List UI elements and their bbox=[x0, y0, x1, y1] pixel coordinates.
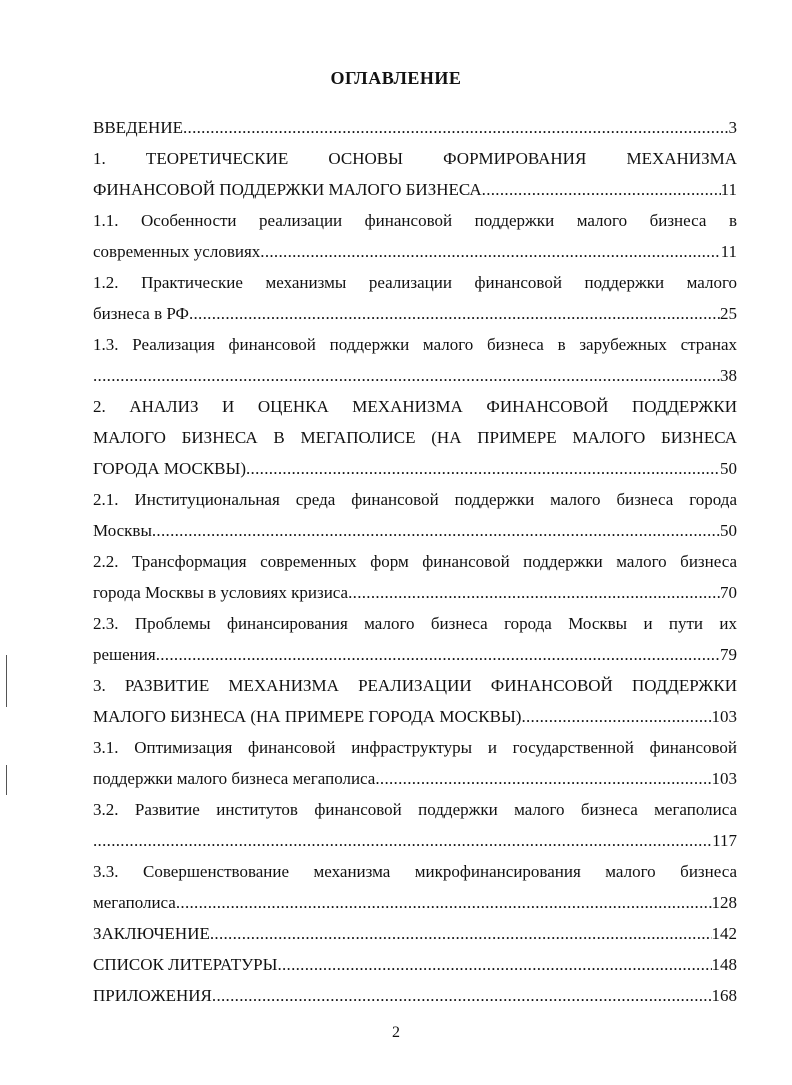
toc-page-number: 11 bbox=[720, 242, 737, 261]
toc-entry-final-line bbox=[93, 577, 737, 608]
toc-page-number: 50 bbox=[720, 459, 737, 478]
page-number: 2 bbox=[392, 1024, 400, 1041]
toc-page-number: 128 bbox=[711, 893, 737, 912]
leader-dots bbox=[189, 298, 720, 329]
toc-entry-line: 3.1. Оптимизация финансовой инфраструктуры и государственной финансовой bbox=[93, 738, 737, 757]
toc-page-number: 103 bbox=[711, 707, 737, 726]
toc-entry-line: 2.2. Трансформация современных форм финансовой поддержки малого бизнеса bbox=[93, 552, 737, 571]
toc-entry[interactable] bbox=[93, 546, 737, 608]
toc-entry-title: ГОРОДА МОСКВЫ) bbox=[93, 459, 246, 478]
toc-page-number: 3 bbox=[728, 118, 737, 137]
leader-dots bbox=[210, 918, 712, 949]
toc-entry-title: ЗАКЛЮЧЕНИЕ bbox=[93, 924, 210, 943]
leader-dots bbox=[482, 174, 721, 205]
toc-entry[interactable] bbox=[93, 484, 737, 546]
toc-entry[interactable] bbox=[93, 732, 737, 794]
toc-entry-title: ФИНАНСОВОЙ ПОДДЕРЖКИ МАЛОГО БИЗНЕСА bbox=[93, 180, 482, 199]
toc-entry[interactable] bbox=[93, 980, 737, 1011]
toc-entry-title: Москвы bbox=[93, 521, 152, 540]
table-of-contents bbox=[93, 112, 737, 1011]
leader-dots bbox=[212, 980, 712, 1011]
leader-dots bbox=[183, 112, 729, 143]
toc-page-number: 70 bbox=[720, 583, 737, 602]
toc-entry-final-line bbox=[93, 763, 737, 794]
leader-dots bbox=[521, 701, 711, 732]
toc-page-number: 79 bbox=[720, 645, 737, 664]
toc-page-number: 117 bbox=[712, 831, 737, 850]
toc-entry[interactable] bbox=[93, 608, 737, 670]
toc-page-number: 11 bbox=[720, 180, 737, 199]
toc-entry-title: бизнеса в РФ bbox=[93, 304, 189, 323]
toc-entry[interactable] bbox=[93, 856, 737, 918]
toc-entry-line: 1. ТЕОРЕТИЧЕСКИЕ ОСНОВЫ ФОРМИРОВАНИЯ МЕХАНИЗМА bbox=[93, 149, 737, 168]
toc-entry-line: 3. РАЗВИТИЕ МЕХАНИЗМА РЕАЛИЗАЦИИ ФИНАНСОВОЙ ПОДДЕРЖКИ bbox=[93, 676, 737, 695]
toc-entry-line: 3.2. Развитие институтов финансовой поддержки малого бизнеса мегаполиса bbox=[93, 800, 737, 819]
page-title: ОГЛАВЛЕНИЕ bbox=[330, 68, 462, 88]
toc-entry-title: мегаполиса bbox=[93, 893, 176, 912]
toc-page-number: 148 bbox=[711, 955, 737, 974]
toc-entry-final-line bbox=[93, 949, 737, 980]
toc-entry[interactable] bbox=[93, 949, 737, 980]
toc-entry-final-line bbox=[93, 298, 737, 329]
toc-entry-final-line bbox=[93, 174, 737, 205]
toc-entry[interactable] bbox=[93, 670, 737, 732]
toc-entry[interactable] bbox=[93, 391, 737, 484]
toc-entry-final-line bbox=[93, 515, 737, 546]
leader-dots bbox=[152, 515, 720, 546]
leader-dots bbox=[260, 236, 720, 267]
toc-entry[interactable] bbox=[93, 918, 737, 949]
toc-entry-title: ВВЕДЕНИЕ bbox=[93, 118, 183, 137]
leader-dots bbox=[93, 825, 712, 856]
toc-entry-final-line bbox=[93, 639, 737, 670]
margin-mark bbox=[6, 765, 7, 795]
toc-page-number: 168 bbox=[711, 986, 737, 1005]
toc-entry[interactable] bbox=[93, 329, 737, 391]
toc-page-number: 103 bbox=[711, 769, 737, 788]
toc-page-number: 25 bbox=[720, 304, 737, 323]
toc-entry-title: современных условиях bbox=[93, 242, 261, 261]
toc-page-number: 50 bbox=[720, 521, 737, 540]
leader-dots bbox=[348, 577, 720, 608]
margin-mark bbox=[6, 655, 7, 707]
toc-entry-title: решения bbox=[93, 645, 156, 664]
toc-entry-final-line bbox=[93, 825, 737, 856]
toc-entry-final-line bbox=[93, 453, 737, 484]
leader-dots bbox=[375, 763, 711, 794]
toc-entry-title: МАЛОГО БИЗНЕСА (НА ПРИМЕРЕ ГОРОДА МОСКВЫ) bbox=[93, 707, 522, 726]
toc-entry[interactable] bbox=[93, 112, 737, 143]
toc-entry-title: города Москвы в условиях кризиса bbox=[93, 583, 349, 602]
toc-entry[interactable] bbox=[93, 794, 737, 856]
toc-entry[interactable] bbox=[93, 267, 737, 329]
toc-entry-final-line bbox=[93, 360, 737, 391]
leader-dots bbox=[93, 360, 720, 391]
toc-entry-title: СПИСОК ЛИТЕРАТУРЫ bbox=[93, 955, 278, 974]
toc-page-number: 142 bbox=[711, 924, 737, 943]
leader-dots bbox=[277, 949, 711, 980]
toc-entry-line: 2. АНАЛИЗ И ОЦЕНКА МЕХАНИЗМА ФИНАНСОВОЙ ПОДДЕРЖКИ bbox=[93, 397, 737, 416]
toc-entry-title: поддержки малого бизнеса мегаполиса bbox=[93, 769, 376, 788]
toc-entry-line: 2.3. Проблемы финансирования малого бизнеса города Москвы и пути их bbox=[93, 614, 737, 633]
leader-dots bbox=[156, 639, 720, 670]
toc-entry-final-line bbox=[93, 236, 737, 267]
toc-entry-line: 1.3. Реализация финансовой поддержки малого бизнеса в зарубежных странах bbox=[93, 335, 737, 354]
toc-entry-title: ПРИЛОЖЕНИЯ bbox=[93, 986, 212, 1005]
toc-entry-final-line bbox=[93, 918, 737, 949]
toc-entry-line: 1.1. Особенности реализации финансовой поддержки малого бизнеса в bbox=[93, 211, 737, 230]
toc-entry-line: МАЛОГО БИЗНЕСА В МЕГАПОЛИСЕ (НА ПРИМЕРЕ МАЛОГО БИЗНЕСА bbox=[93, 428, 737, 447]
toc-entry-final-line bbox=[93, 112, 737, 143]
toc-entry-final-line bbox=[93, 980, 737, 1011]
toc-entry-line: 2.1. Институциональная среда финансовой поддержки малого бизнеса города bbox=[93, 490, 737, 509]
toc-entry[interactable] bbox=[93, 143, 737, 205]
toc-entry-line: 1.2. Практические механизмы реализации финансовой поддержки малого bbox=[93, 273, 737, 292]
toc-entry[interactable] bbox=[93, 205, 737, 267]
leader-dots bbox=[176, 887, 712, 918]
toc-entry-line: 3.3. Совершенствование механизма микрофинансирования малого бизнеса bbox=[93, 862, 737, 881]
leader-dots bbox=[246, 453, 720, 484]
toc-entry-final-line bbox=[93, 887, 737, 918]
toc-entry-final-line bbox=[93, 701, 737, 732]
toc-page-number: 38 bbox=[720, 366, 737, 385]
